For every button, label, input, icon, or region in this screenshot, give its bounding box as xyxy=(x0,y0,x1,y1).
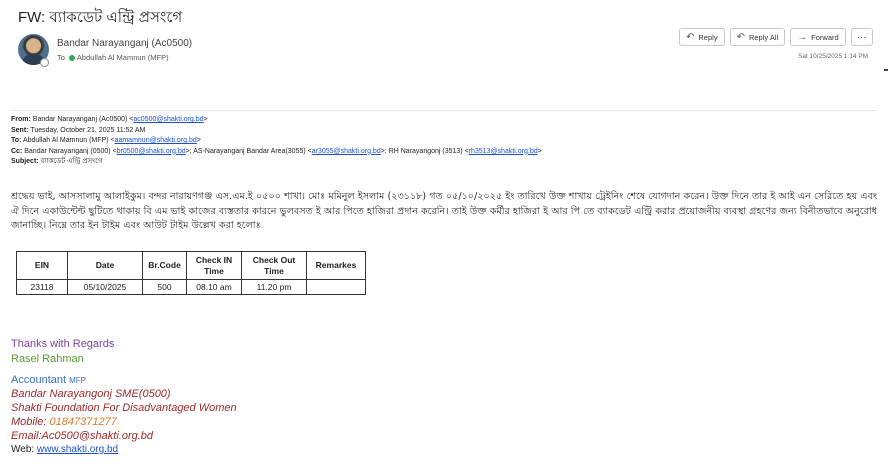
mobile-label: Mobile: xyxy=(11,416,50,428)
forwarded-subject-line xyxy=(11,157,542,168)
more-dots-icon: ··· xyxy=(856,31,867,43)
message-body: শ্রদ্ধেয় ভাই, আসসালামু আলাইকুম। বন্দর নারায়ণগঞ্জ এস.এম.ই ০৫০০ শাখা। মোঃ মমিনুল ইসলাম (২৩১১৮) গত ০৫/১০/২০২৫ ইং তারিখে উক্ত শাখায় ট্রেইনিং শেষে যোগদান করেন। উক্ত দিনে তার ই আই এন সেরিতে হয় এবং ঐ দিনে একাউন্টেন্ট ছুটিতে থাকায় বি এম ভাই কাজের ব্যস্ততার কারনে ভুলবসত ই আর পিতে হাজিরা প্রদান করেনি। তাই উক্ত কর্মীর হাজিরা ই আর পি তে ব্যাকডেট এন্ট্রি করার প্রয়োজনীয় ব্যবস্থা গ্রহণের জন্য বিনীতভাবে অনুরোধ জানাচ্ছি। নিম্নে তার ইন টাইম এবং আউট টাইম উল্লেখ করা হলোঃ xyxy=(11,191,877,231)
to-name-fw: Abdullah Al Mamnun (MFP) < xyxy=(22,137,115,144)
message-actions xyxy=(679,28,873,46)
signature-web xyxy=(11,444,118,455)
to-email-link[interactable]: aamamnun@shakti.org.bd xyxy=(114,137,197,144)
from-end: > xyxy=(203,116,208,123)
mobile-value: 01847371277 xyxy=(49,416,117,428)
reply-label: Reply xyxy=(698,32,718,42)
signature-name: Rasel Rahman xyxy=(11,353,84,365)
forward-label: Forward xyxy=(811,32,839,42)
cell-ein: 23118 xyxy=(17,280,68,295)
reply-arrow-icon: ↶ xyxy=(686,31,695,43)
cell-check-in: 08.10 am xyxy=(187,280,242,295)
web-label: Web: xyxy=(11,444,37,455)
signature-email: Email:Ac0500@shakti.org.bd xyxy=(11,430,154,442)
email-subject: FW: ব্যাকডেট এন্ট্রি প্রসংগে xyxy=(18,9,183,26)
cc-1: Bandar Narayanganj (0500) < xyxy=(24,147,117,155)
subject-value: ব্যাকডেট এন্ট্রি প্রসংগে xyxy=(40,158,103,165)
forward-button[interactable] xyxy=(790,28,846,46)
to-label-fw: To: xyxy=(11,137,22,144)
col-date: Date xyxy=(68,252,143,280)
subject-label: Subject: xyxy=(11,158,39,165)
to-end: > xyxy=(196,137,201,144)
to-recipient[interactable]: Abdullah Al Mamnun (MFP) xyxy=(76,53,169,62)
forwarded-sent-line xyxy=(11,126,542,137)
cc-1-email-link[interactable]: br0500@shakti.org.bd xyxy=(116,147,186,155)
scroll-indicator[interactable] xyxy=(884,69,888,79)
cell-remarks xyxy=(307,280,366,295)
sent-label: Sent: xyxy=(11,126,29,134)
cc-2: >; AS-Narayanganj Bandar Area(3055) < xyxy=(185,147,312,155)
reply-button[interactable] xyxy=(679,28,725,46)
cell-check-out: 11.20 pm xyxy=(242,280,307,295)
received-datetime: Sat 10/25/2025 1:14 PM xyxy=(798,53,869,60)
to-row xyxy=(57,53,169,62)
signature-title-text: Accountant xyxy=(11,374,67,386)
forwarded-header xyxy=(11,115,542,168)
cc-end: > xyxy=(537,147,542,155)
signature-mobile xyxy=(11,416,117,428)
reply-all-arrow-icon: ↶ xyxy=(736,31,745,43)
forwarded-cc-line xyxy=(11,147,542,158)
web-link[interactable]: www.shakti.org.bd xyxy=(36,444,119,455)
sent-value: Tuesday, October 21, 2025 11:52 AM xyxy=(30,126,146,134)
col-remarks: Remarkes xyxy=(307,252,366,280)
attendance-table xyxy=(16,251,366,295)
header-divider xyxy=(10,110,876,111)
cc-label: Cc: xyxy=(11,147,23,155)
table-row xyxy=(17,280,366,295)
col-ein: EIN xyxy=(17,252,68,280)
cc-2-email-link[interactable]: ar3055@shakti.org.bd xyxy=(311,147,381,155)
signature-branch: Bandar Narayangonj SME(0500) xyxy=(11,388,171,400)
signature-title-suffix: MFP xyxy=(69,376,86,385)
forwarded-from-line xyxy=(11,115,542,126)
table-header-row xyxy=(17,252,366,280)
cell-date: 05/10/2025 xyxy=(68,280,143,295)
forwarded-to-line xyxy=(11,136,542,147)
signature-org: Shakti Foundation For Disadvantaged Women xyxy=(11,402,237,414)
cc-3-email-link[interactable]: rh3513@shakti.org.bd xyxy=(468,147,538,155)
recipient-status-icon xyxy=(69,55,75,61)
sender-name[interactable]: Bandar Narayanganj (Ac0500) xyxy=(57,38,193,49)
reply-all-label: Reply All xyxy=(748,32,779,42)
from-name: Bandar Narayanganj (Ac0500) < xyxy=(32,116,134,123)
col-br-code: Br.Code xyxy=(143,252,187,280)
signature-title xyxy=(11,374,86,386)
from-label: From: xyxy=(11,116,31,123)
cc-3: >; RH Narayangonj (3513) < xyxy=(380,147,469,155)
from-email-link[interactable]: ac0500@shakti.org.bd xyxy=(133,116,204,123)
cell-br-code: 500 xyxy=(143,280,187,295)
forward-arrow-icon: → xyxy=(797,31,808,43)
presence-status-icon xyxy=(40,58,49,67)
col-check-out: Check Out Time xyxy=(242,252,307,280)
col-check-in: Check IN Time xyxy=(187,252,242,280)
to-label: To xyxy=(57,53,65,62)
signature-thanks: Thanks with Regards xyxy=(11,338,115,350)
reply-all-button[interactable] xyxy=(730,28,786,46)
more-actions-button[interactable] xyxy=(851,28,873,46)
